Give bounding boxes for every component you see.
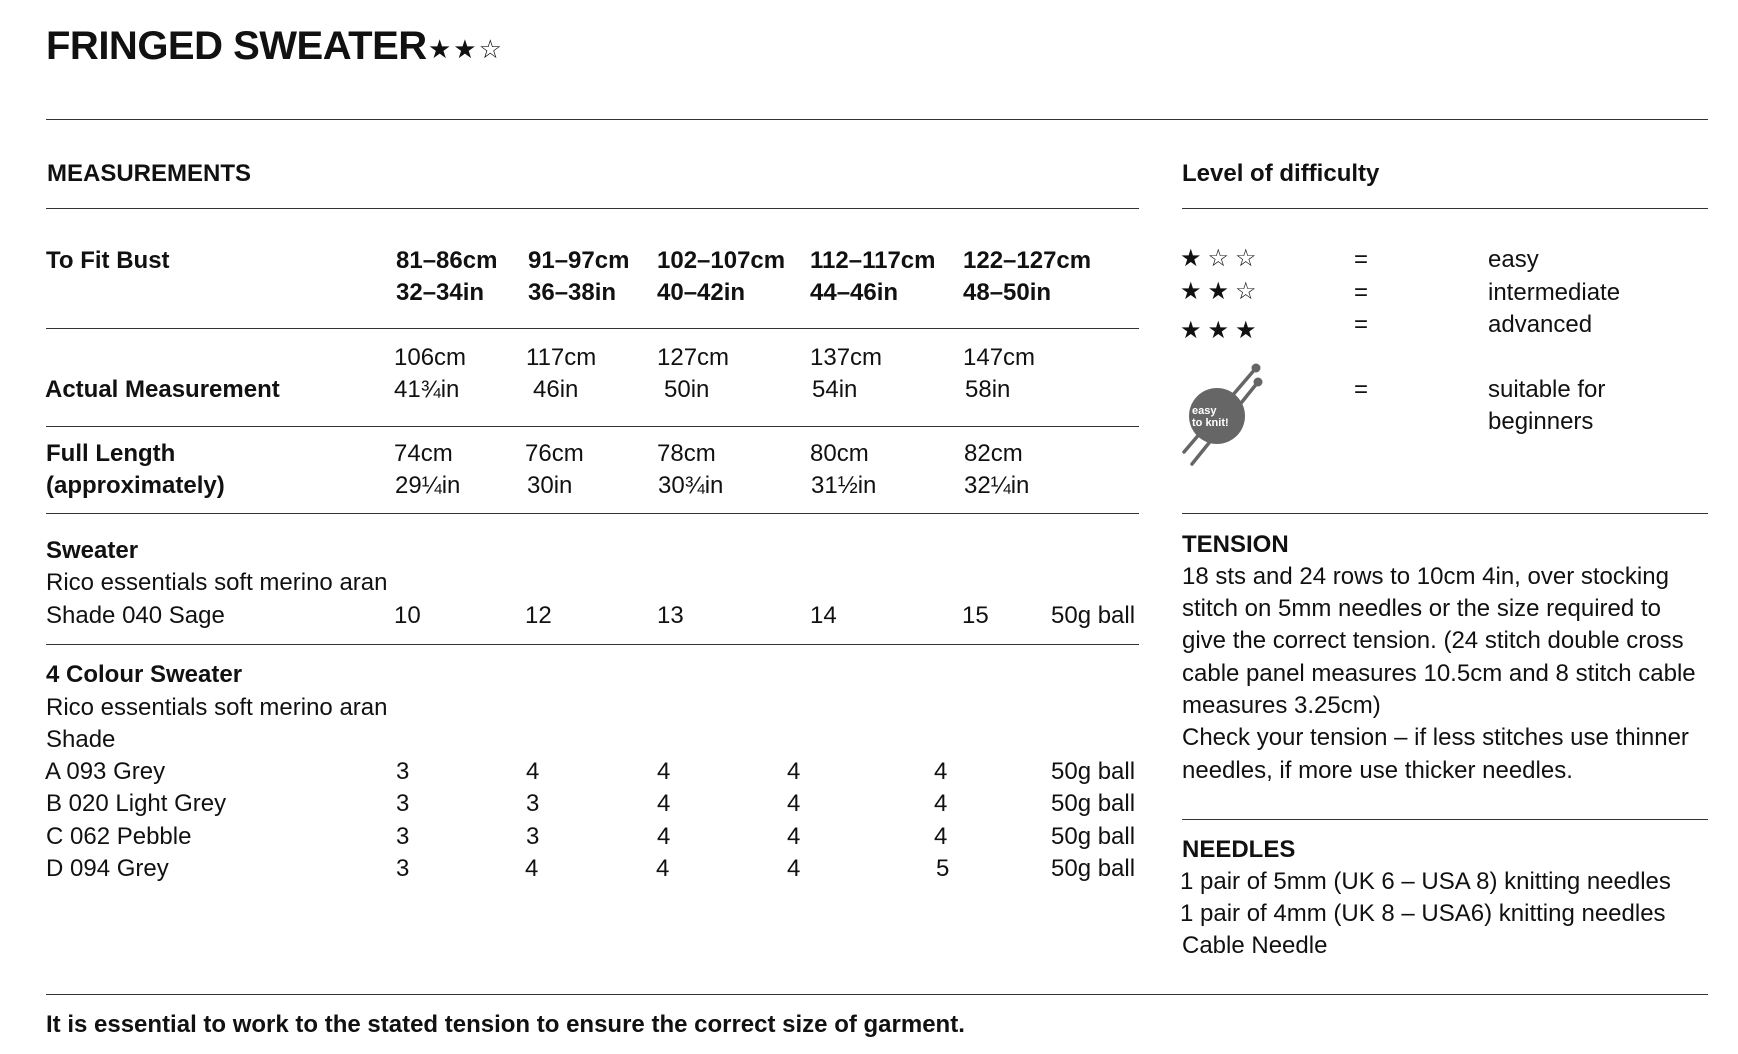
actual-cm-5: 147cm	[963, 344, 1036, 371]
shade-qty-3: 4	[656, 855, 670, 882]
bust-in-1: 32–34in	[396, 279, 485, 306]
bust-cm-4: 112–117cm	[810, 247, 936, 274]
actual-in-3: 50in	[664, 376, 710, 403]
shade-qty-4: 4	[787, 758, 801, 785]
measurements-heading: MEASUREMENTS	[47, 160, 252, 187]
bust-cm-3: 102–107cm	[657, 247, 786, 274]
sweater-qty-4: 14	[810, 602, 837, 629]
easy-stars-icon: ★☆☆	[1180, 245, 1263, 272]
tension-line-5: measures 3.25cm)	[1182, 692, 1381, 719]
shade-qty-5: 4	[934, 758, 948, 785]
sweater-qty-3: 13	[657, 602, 684, 629]
needles-line-3: Cable Needle	[1182, 932, 1328, 959]
shade-qty-1: 3	[396, 855, 410, 882]
footer-divider	[46, 994, 1708, 995]
tension-divider	[1182, 819, 1708, 820]
needles-line-1: 1 pair of 5mm (UK 6 – USA 8) knitting needles	[1180, 868, 1671, 895]
tension-line-1: 18 sts and 24 rows to 10cm 4in, over stocking	[1182, 563, 1669, 590]
bust-in-2: 36–38in	[528, 279, 617, 306]
shade-qty-2: 4	[526, 758, 540, 785]
length-cm-1: 74cm	[394, 440, 453, 467]
tension-line-6: Check your tension – if less stitches use thinner	[1182, 724, 1689, 751]
length-cm-3: 78cm	[657, 440, 716, 467]
length-label-line2: (approximately)	[46, 472, 225, 499]
beginner-equals: =	[1354, 376, 1369, 403]
title-divider	[46, 119, 1708, 120]
bust-cm-1: 81–86cm	[396, 247, 498, 274]
colour-sweater-yarn: Rico essentials soft merino aran	[46, 694, 388, 721]
tension-heading: TENSION	[1182, 531, 1289, 558]
tension-line-3: give the correct tension. (24 stitch double cross	[1182, 627, 1684, 654]
beginner-label-line1: suitable for	[1488, 376, 1606, 403]
shade-qty-4: 4	[787, 855, 801, 882]
needles-heading: NEEDLES	[1182, 836, 1296, 863]
advanced-stars-icon: ★★★	[1180, 317, 1263, 344]
needles-line-2: 1 pair of 4mm (UK 8 – USA6) knitting needles	[1180, 900, 1666, 927]
actual-cm-1: 106cm	[394, 344, 467, 371]
easy-label: easy	[1488, 246, 1539, 273]
actual-in-2: 46in	[533, 376, 579, 403]
sweater-label: Sweater	[46, 537, 139, 564]
length-cm-4: 80cm	[810, 440, 869, 467]
sweater-qty-5: 15	[962, 602, 989, 629]
easy-equals: =	[1354, 246, 1369, 273]
shade-qty-5: 4	[934, 823, 948, 850]
colour-sweater-shade-label: Shade	[46, 726, 116, 753]
colour-sweater-label: 4 Colour Sweater	[46, 661, 243, 688]
sweater-qty-1: 10	[394, 602, 421, 629]
bust-label: To Fit Bust	[46, 247, 170, 274]
shade-unit: 50g ball	[1051, 855, 1136, 882]
length-label-line1: Full Length	[46, 440, 176, 467]
tension-line-2: stitch on 5mm needles or the size required to	[1182, 595, 1661, 622]
sweater-unit: 50g ball	[1051, 602, 1136, 629]
badge-line2: to knit!	[1192, 417, 1229, 429]
length-cm-2: 76cm	[525, 440, 584, 467]
length-in-5: 32¼in	[964, 472, 1030, 499]
shade-unit: 50g ball	[1051, 790, 1136, 817]
sweater-yarn: Rico essentials soft merino aran	[46, 569, 388, 596]
bust-cm-2: 91–97cm	[528, 247, 630, 274]
shade-name: B 020 Light Grey	[46, 790, 227, 817]
badge-line1: easy	[1192, 405, 1217, 417]
shade-qty-1: 3	[396, 758, 410, 785]
shade-qty-1: 3	[396, 790, 410, 817]
shade-qty-5: 5	[936, 855, 950, 882]
sweater-shade: Shade 040 Sage	[46, 602, 225, 629]
shade-qty-5: 4	[934, 790, 948, 817]
actual-cm-2: 117cm	[526, 344, 597, 371]
tension-line-7: needles, if more use thicker needles.	[1182, 757, 1573, 784]
easy-to-knit-badge-icon	[1176, 360, 1270, 472]
footer-note: It is essential to work to the stated tension to ensure the correct size of garment.	[46, 1011, 965, 1038]
length-in-3: 30¾in	[658, 472, 724, 499]
tension-line-4: cable panel measures 10.5cm and 8 stitch cable	[1182, 660, 1696, 687]
measurements-divider	[46, 208, 1139, 209]
length-cm-5: 82cm	[964, 440, 1023, 467]
shade-name: C 062 Pebble	[46, 823, 192, 850]
actual-in-5: 58in	[965, 376, 1011, 403]
title-difficulty-stars-icon: ★★☆	[428, 34, 504, 64]
beginner-label-line2: beginners	[1488, 408, 1594, 435]
sweater-divider	[46, 644, 1139, 645]
advanced-label: advanced	[1488, 311, 1593, 338]
intermediate-label: intermediate	[1488, 279, 1621, 306]
shade-qty-3: 4	[657, 758, 671, 785]
bust-divider	[46, 328, 1139, 329]
shade-qty-3: 4	[657, 790, 671, 817]
bust-in-4: 44–46in	[810, 279, 899, 306]
shade-name: D 094 Grey	[46, 855, 169, 882]
actual-cm-3: 127cm	[657, 344, 730, 371]
shade-qty-1: 3	[396, 823, 410, 850]
intermediate-equals: =	[1354, 279, 1369, 306]
length-in-4: 31½in	[811, 472, 877, 499]
advanced-equals: =	[1354, 311, 1369, 338]
actual-label: Actual Measurement	[45, 376, 280, 403]
shade-qty-4: 4	[787, 823, 801, 850]
shade-qty-2: 3	[526, 823, 540, 850]
difficulty-heading: Level of difficulty	[1182, 160, 1380, 187]
knitting-needles-icon	[1176, 360, 1270, 472]
actual-cm-4: 137cm	[810, 344, 883, 371]
bust-in-5: 48–50in	[963, 279, 1052, 306]
sweater-qty-2: 12	[525, 602, 552, 629]
actual-in-1: 41¾in	[394, 376, 460, 403]
shade-unit: 50g ball	[1051, 758, 1136, 785]
length-in-1: 29¼in	[395, 472, 461, 499]
length-divider	[46, 513, 1139, 514]
actual-divider	[46, 426, 1139, 427]
shade-name: A 093 Grey	[45, 758, 166, 785]
length-in-2: 30in	[527, 472, 573, 499]
shade-qty-4: 4	[787, 790, 801, 817]
shade-unit: 50g ball	[1051, 823, 1136, 850]
bust-in-3: 40–42in	[657, 279, 746, 306]
shade-qty-2: 4	[525, 855, 539, 882]
difficulty-bottom-divider	[1182, 513, 1708, 514]
shade-qty-3: 4	[657, 823, 671, 850]
actual-in-4: 54in	[812, 376, 858, 403]
difficulty-divider	[1182, 208, 1708, 209]
bust-cm-5: 122–127cm	[963, 247, 1092, 274]
intermediate-stars-icon: ★★☆	[1180, 278, 1263, 305]
page-title: FRINGED SWEATER	[46, 24, 427, 68]
shade-qty-2: 3	[526, 790, 540, 817]
